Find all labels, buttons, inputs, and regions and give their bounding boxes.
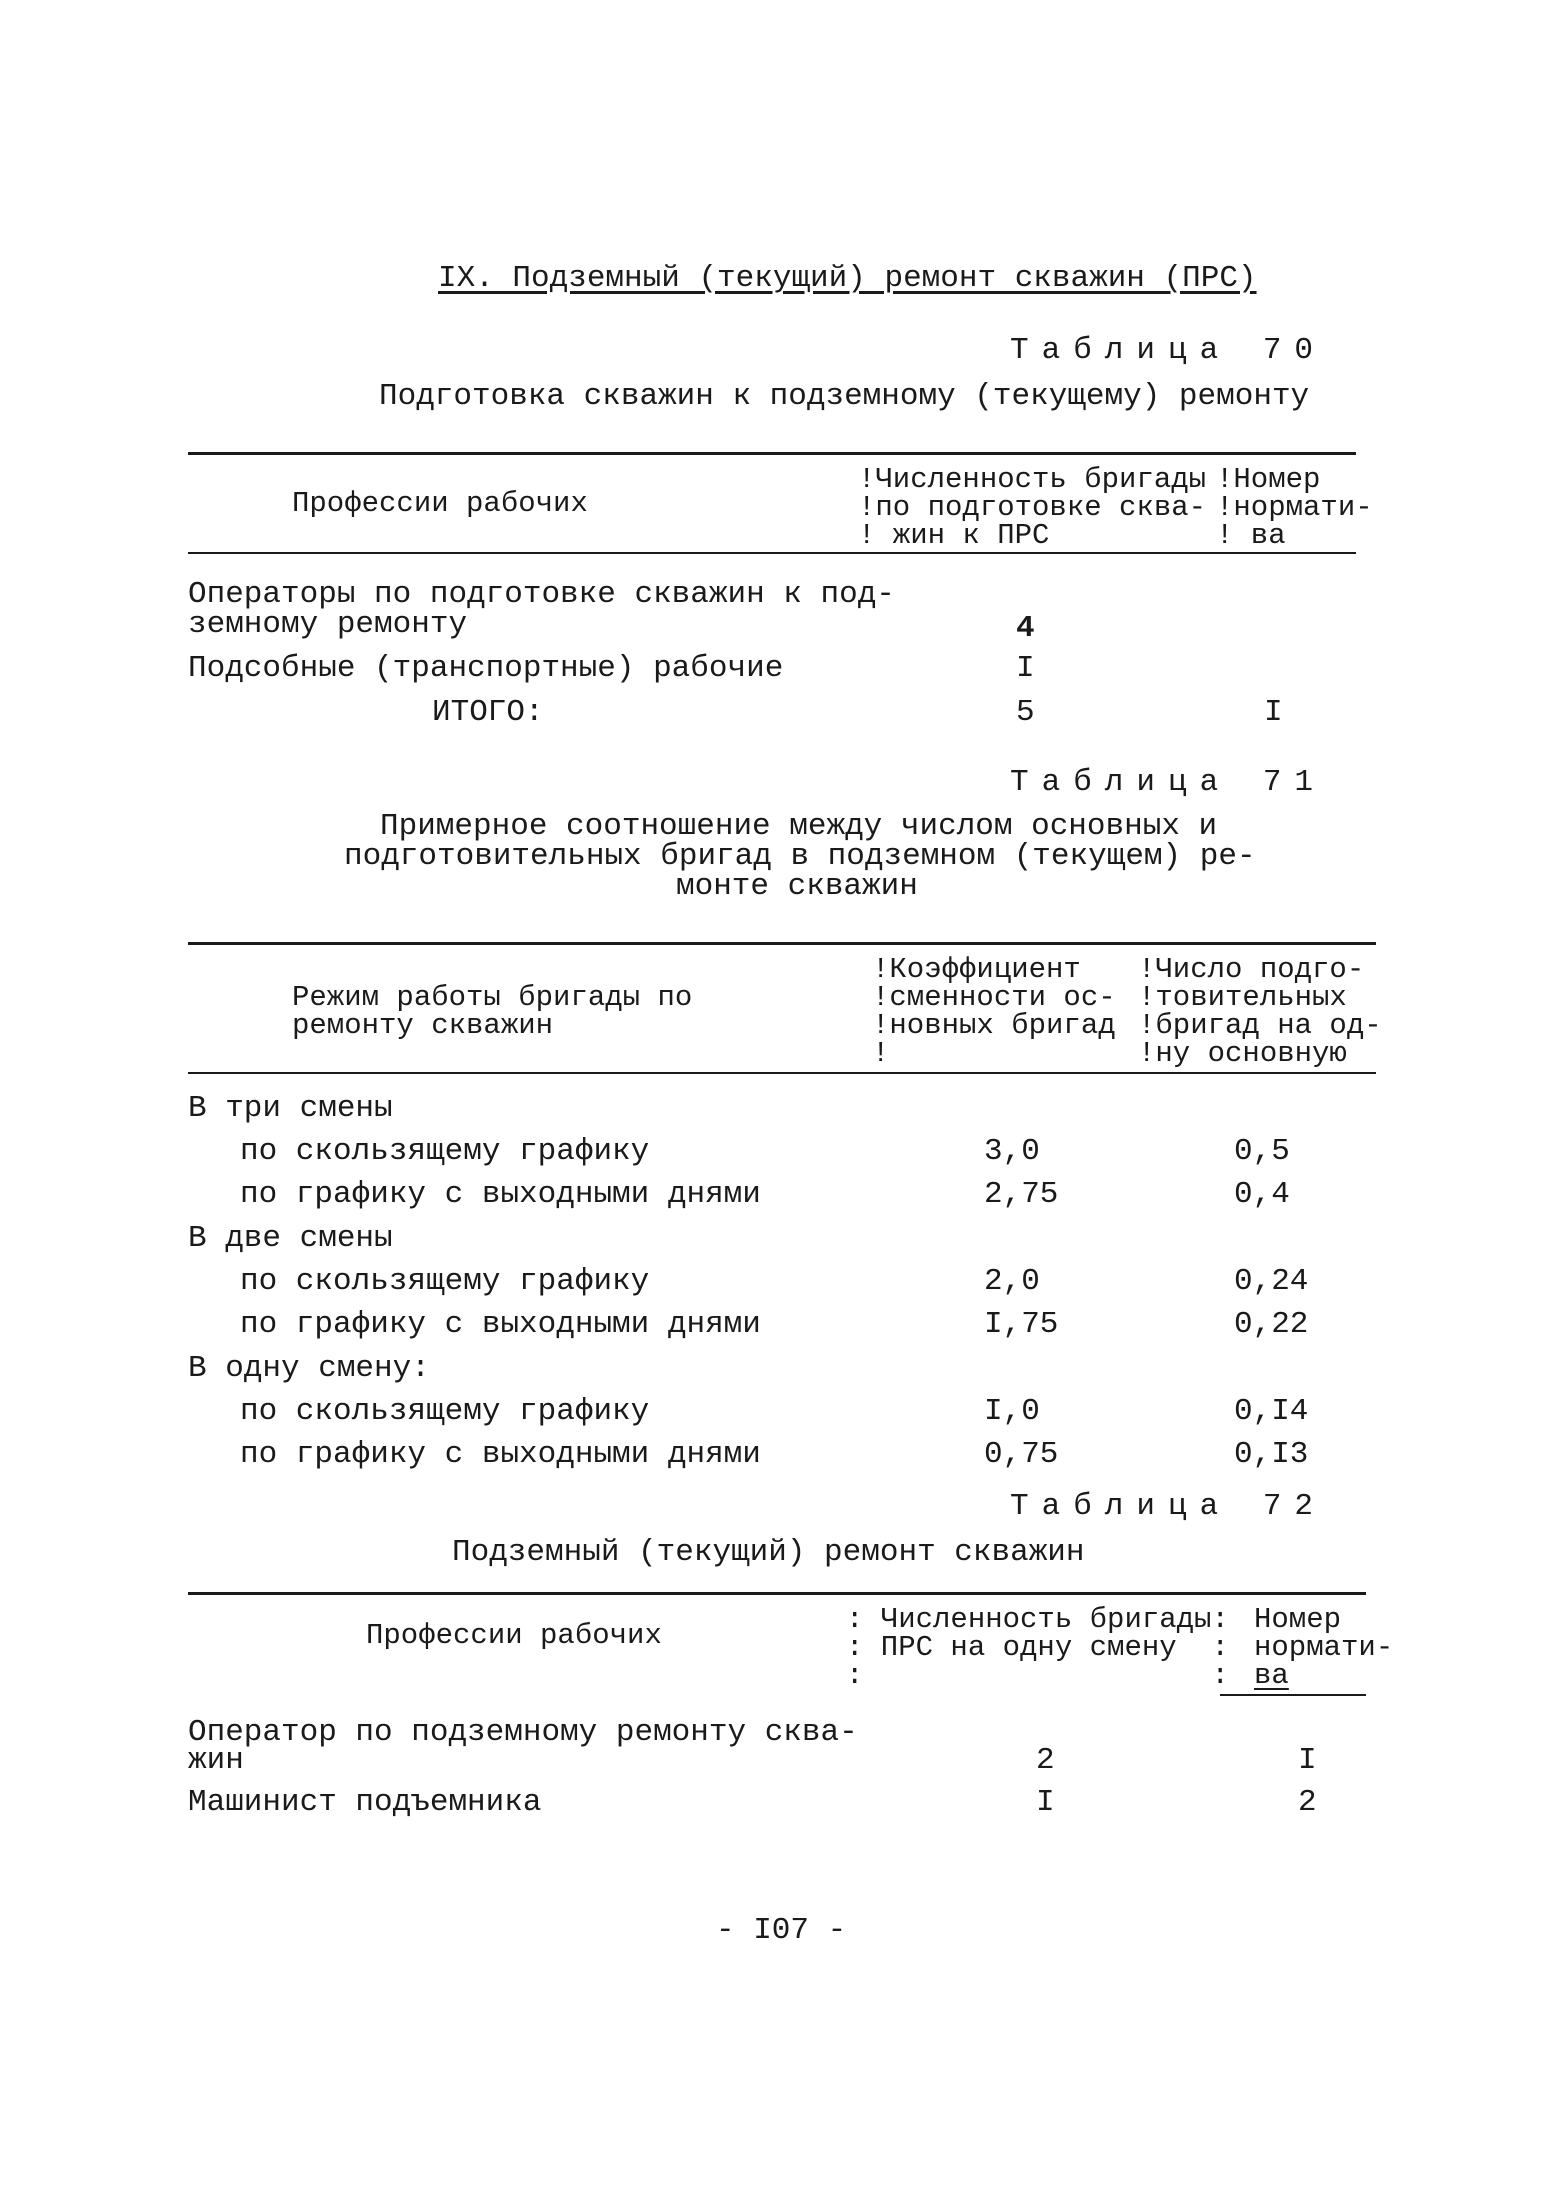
table-72-header-profession: Профессии рабочих (366, 1619, 662, 1652)
table-71-group-3-name: В одну смену: (188, 1351, 430, 1386)
table-72-header-rule (1220, 1694, 1366, 1696)
table-71-group-2-row-2-ratio: 0,22 (1234, 1307, 1309, 1342)
table-71-group-1-name: В три смены (188, 1091, 393, 1126)
table-70-header-count-1: !Численность бригады (858, 463, 1207, 496)
table-71-group-3-row-1-ratio: 0,I4 (1234, 1394, 1309, 1429)
table-71-title-1: Примерное соотношение между числом основных и (380, 809, 1218, 844)
table-72-row-1-name-1: Оператор по подземному ремонту сква- (188, 1715, 858, 1750)
table-71-title-2: подготовительных бригад в подземном (текущем) ре- (344, 839, 1256, 874)
table-72-row-2-count: I (1036, 1785, 1055, 1820)
table-72-header-count-1: : Численность бригады: (846, 1603, 1229, 1636)
table-71-header-ratio-3: !бригад на од- (1138, 1009, 1382, 1042)
table-71-header-ratio-2: !товительных (1138, 981, 1347, 1014)
table-70-top-rule (188, 452, 1356, 455)
table-70-row-2-name: Подсобные (транспортные) рабочие (188, 651, 784, 686)
table-72-label: Таблица 72 (1010, 1489, 1327, 1524)
table-72-header-norm-1: Номер (1254, 1603, 1342, 1636)
table-71-header-coef-1: !Коэффициент (872, 953, 1081, 986)
table-71-group-2-row-1-label: по скользящему графику (240, 1264, 650, 1299)
table-71-group-1-row-2-ratio: 0,4 (1234, 1177, 1290, 1212)
table-70-total-norm: I (1264, 695, 1283, 730)
table-72-row-2-norm: 2 (1298, 1785, 1317, 1820)
table-72-title: Подземный (текущий) ремонт скважин (452, 1535, 1085, 1570)
table-71-header-mode-1: Режим работы бригады по (292, 981, 693, 1014)
table-71-group-3-row-1-label: по скользящему графику (240, 1394, 650, 1429)
table-71-top-rule (188, 942, 1376, 945)
table-71-group-1-row-1-label: по скользящему графику (240, 1134, 650, 1169)
table-70-header-norm-1: !Номер (1216, 463, 1321, 496)
table-71-group-2-row-1-coef: 2,0 (984, 1264, 1040, 1299)
table-72-row-1-norm: I (1298, 1743, 1317, 1778)
table-70-row-1-count: 4 (1016, 611, 1035, 646)
table-72-header-norm-2: нормати- (1254, 1631, 1394, 1664)
table-71-group-2-row-2-label: по графику с выходными днями (240, 1307, 761, 1342)
table-71-header-rule (188, 1072, 1376, 1074)
table-71-group-3-row-2-ratio: 0,I3 (1234, 1437, 1309, 1472)
table-71-group-2-name: В две смены (188, 1221, 393, 1256)
table-71-label: Таблица 71 (1010, 765, 1327, 800)
table-70-header-norm-2: !нормати- (1216, 491, 1373, 524)
table-71-header-ratio-4: !ну основную (1138, 1037, 1347, 1070)
table-71-header-mode-2: ремонту скважин (292, 1009, 554, 1042)
table-71-group-2-row-1-ratio: 0,24 (1234, 1264, 1309, 1299)
table-70-header-rule (188, 552, 1356, 554)
table-70-header-norm-3: ! ва (1216, 519, 1286, 552)
page-number: - I07 - (716, 1913, 847, 1948)
table-71-group-3-row-2-coef: 0,75 (984, 1437, 1059, 1472)
table-71-title-3: монте скважин (676, 869, 918, 904)
table-71-header-coef-3: !новных бригад (872, 1009, 1116, 1042)
table-71-group-1-row-2-coef: 2,75 (984, 1177, 1059, 1212)
table-72-header-count-2: : ПРС на одну смену : (846, 1631, 1229, 1664)
table-71-group-1-row-1-ratio: 0,5 (1234, 1134, 1290, 1169)
table-72-header-norm-3: ва (1254, 1659, 1289, 1692)
table-72-row-1-count: 2 (1036, 1743, 1055, 1778)
table-71-header-ratio-1: !Число подго- (1138, 953, 1365, 986)
table-71-group-2-row-2-coef: I,75 (984, 1307, 1059, 1342)
table-70-row-1-name-2: земному ремонту (188, 607, 468, 642)
table-71-group-1-row-2-label: по графику с выходными днями (240, 1177, 761, 1212)
table-72-row-1-name-2: жин (188, 1743, 244, 1778)
section-title: IX. Подземный (текущий) ремонт скважин (ПРС) (438, 261, 1257, 296)
table-70-title: Подготовка скважин к подземному (текущему) ремонту (379, 379, 1310, 414)
table-71-group-1-row-1-coef: 3,0 (984, 1134, 1040, 1169)
table-72-row-2-name: Машинист подъемника (188, 1785, 542, 1820)
table-70-total-label: ИТОГО: (432, 695, 544, 730)
table-70-total-count: 5 (1016, 695, 1035, 730)
table-70-header-count-2: !по подготовке сква- (858, 491, 1207, 524)
table-70-label: Таблица 70 (1010, 333, 1327, 368)
table-70-header-profession: Профессии рабочих (292, 487, 588, 520)
table-71-header-coef-4: ! (872, 1037, 890, 1070)
table-71-group-3-row-1-coef: I,0 (984, 1394, 1040, 1429)
table-70-row-2-count: I (1016, 651, 1035, 686)
table-70-row-1-name-1: Операторы по подготовке скважин к под- (188, 577, 895, 612)
table-70-header-count-3: ! жин к ПРС (858, 519, 1050, 552)
table-72-header-count-3: : : (846, 1659, 1229, 1692)
table-72-top-rule (188, 1592, 1366, 1595)
table-71-group-3-row-2-label: по графику с выходными днями (240, 1437, 761, 1472)
table-71-header-coef-2: !сменности ос- (872, 981, 1116, 1014)
